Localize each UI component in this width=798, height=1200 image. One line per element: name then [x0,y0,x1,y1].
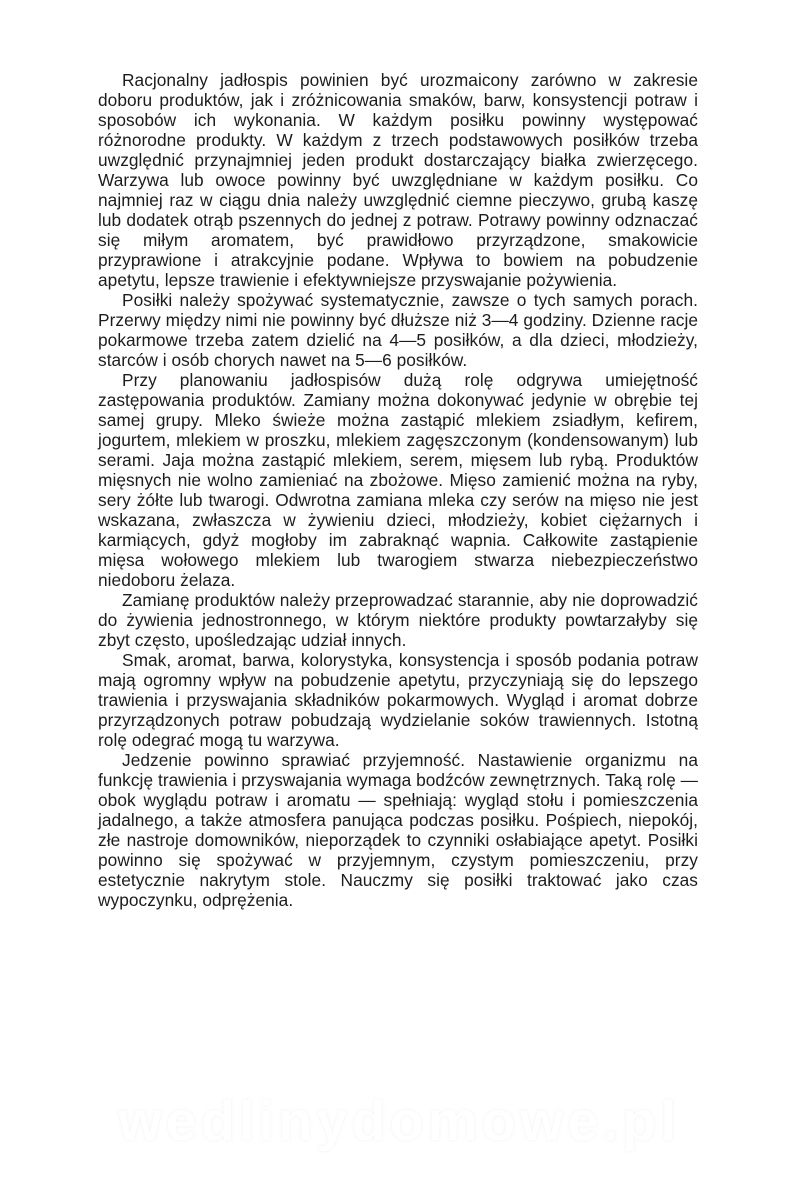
paragraph-5: Smak, aromat, barwa, kolorystyka, konsystencja i sposób podania potraw mają ogromny wpływ na pobudzenie apetytu, przyczyniają się do lepszego trawienia i przyswajania składników pokarmowych. Wygląd i aromat dobrze przyrządzonych potraw pobudzają wydzielanie soków trawiennych. Istotną rolę odegrać mogą tu warzywa. [98,650,698,750]
body-text [98,70,698,910]
paragraph-1: Racjonalny jadłospis powinien być urozmaicony zarówno w zakresie doboru produktów, jak i zróżnicowania smaków, barw, konsystencji potraw i sposobów ich wykonania. W każdym posiłku powinny występować różnorodne produkty. W każdym z trzech podstawowych posiłków trzeba uwzględnić przynajmniej jeden produkt dostarczający białka zwierzęcego. Warzywa lub owoce powinny być uwzględniane w każdym posiłku. Co najmniej raz w ciągu dnia należy uwzględnić ciemne pieczywo, grubą kaszę lub dodatek otrąb pszennych do jednej z potraw. Potrawy powinny odznaczać się miłym aromatem, być prawidłowo przyrządzone, smakowicie przyprawione i atrakcyjnie podane. Wpływa to bowiem na pobudzenie apetytu, lepsze trawienie i efektywniejsze przyswajanie pożywienia. [98,70,698,290]
paragraph-6: Jedzenie powinno sprawiać przyjemność. Nastawienie organizmu na funkcję trawienia i przyswajania wymaga bodźców zewnętrznych. Taką rolę — obok wyglądu potraw i aromatu — spełniają: wygląd stołu i pomieszczenia jadalnego, a także atmosfera panująca podczas posiłku. Pośpiech, niepokój, złe nastroje domowników, nieporządek to czynniki osłabiające apetyt. Posiłki powinno się spożywać w przyjemnym, czystym pomieszczeniu, przy estetycznie nakrytym stole. Nauczmy się posiłki traktować jako czas wypoczynku, odprężenia. [98,750,698,910]
watermark: wedlinydomowe.pl [118,1089,680,1152]
paragraph-2: Posiłki należy spożywać systematycznie, zawsze o tych samych porach. Przerwy między nimi nie powinny być dłuższe niż 3—4 godziny. Dzienne racje pokarmowe trzeba zatem dzielić na 4—5 posiłków, a dla dzieci, młodzieży, starców i osób chorych nawet na 5—6 posiłków. [98,290,698,370]
paragraph-3: Przy planowaniu jadłospisów dużą rolę odgrywa umiejętność zastępowania produktów. Zamiany można dokonywać jedynie w obrębie tej samej grupy. Mleko świeże można zastąpić mlekiem zsiadłym, kefirem, jogurtem, mlekiem w proszku, mlekiem zagęszczonym (kondensowanym) lub serami. Jaja można zastąpić mlekiem, serem, mięsem lub rybą. Produktów mięsnych nie wolno zamieniać na zbożowe. Mięso zamienić można na ryby, sery żółte lub twarogi. Odwrotna zamiana mleka czy serów na mięso nie jest wskazana, zwłaszcza w żywieniu dzieci, młodzieży, kobiet ciężarnych i karmiących, gdyż mogłoby im zabraknąć wapnia. Całkowite zastąpienie mięsa wołowego mlekiem lub twarogiem stwarza niebezpieczeństwo niedoboru żelaza. [98,370,698,590]
paragraph-4: Zamianę produktów należy przeprowadzać starannie, aby nie doprowadzić do żywienia jednostronnego, w którym niektóre produkty powtarzałyby się zbyt często, upośledzając udział innych. [98,590,698,650]
